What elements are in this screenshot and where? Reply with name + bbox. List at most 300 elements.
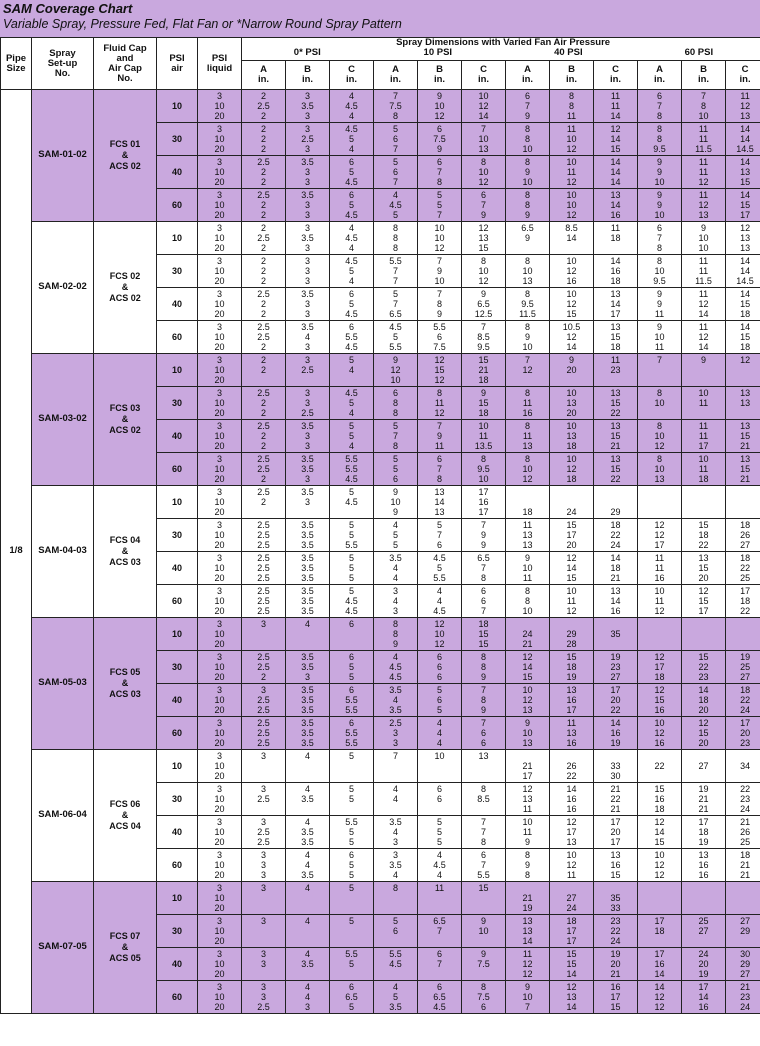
value: 2.5 <box>257 837 270 848</box>
value: 14 <box>740 123 751 134</box>
value: 12 <box>434 639 445 650</box>
value: 2.5 <box>257 529 270 540</box>
value: 14 <box>434 496 445 507</box>
value: 24 <box>610 936 621 947</box>
value: 3 <box>260 783 266 794</box>
value: 15 <box>740 199 751 210</box>
value: 13 <box>610 189 621 200</box>
value: 6 <box>348 849 354 860</box>
value: 13 <box>740 387 751 398</box>
psi-air-cell: 60 <box>157 849 198 882</box>
value: 9 <box>392 639 398 650</box>
value: 18 <box>698 694 709 705</box>
value: 12 <box>566 606 577 617</box>
value: 10 <box>214 166 225 177</box>
value: 21 <box>522 639 533 650</box>
value <box>506 497 549 507</box>
value: 2.5 <box>257 585 270 596</box>
value: 3 <box>216 255 222 266</box>
value: 11 <box>698 166 709 177</box>
value: 7 <box>480 562 486 573</box>
value: 19 <box>566 672 577 683</box>
value: 4 <box>392 826 398 837</box>
value: 29 <box>740 925 751 936</box>
dimension-cell <box>594 519 638 552</box>
dimension-cell <box>638 783 682 816</box>
value: 10 <box>390 496 401 507</box>
value: 4.5 <box>389 958 402 969</box>
dimension-cell <box>462 783 506 816</box>
value: 20 <box>698 738 709 749</box>
value: 7 <box>700 90 706 101</box>
value: 27 <box>698 760 709 771</box>
dimension-cell <box>506 816 550 849</box>
value: 17 <box>654 661 665 672</box>
dimension-cell <box>374 354 418 387</box>
value: 22 <box>698 661 709 672</box>
value: 12 <box>654 606 665 617</box>
value: 14 <box>610 298 621 309</box>
dimension-cell <box>242 519 286 552</box>
value: 10 <box>214 562 225 573</box>
value: 10.5 <box>562 321 581 332</box>
dimension-cell <box>330 453 374 486</box>
psi-liquid-cell <box>198 354 242 387</box>
value: 20 <box>214 969 225 980</box>
value: 5.5 <box>345 738 358 749</box>
dimension-cell <box>418 552 462 585</box>
value: 30 <box>740 948 751 959</box>
psi-liquid-cell <box>198 420 242 453</box>
value: 14 <box>698 684 709 695</box>
dimension-cell <box>550 486 594 519</box>
value <box>286 804 329 814</box>
value: 12 <box>740 100 751 111</box>
value: 6 <box>392 925 398 936</box>
dimension-cell <box>506 453 550 486</box>
value <box>506 243 549 253</box>
value: 4 <box>436 738 442 749</box>
value: 2.5 <box>301 408 314 419</box>
value: 10 <box>478 925 489 936</box>
value: 3.5 <box>389 816 402 827</box>
value: 8 <box>700 100 706 111</box>
value: 13 <box>522 276 533 287</box>
value: 24 <box>740 804 751 815</box>
value: 10 <box>214 859 225 870</box>
dimension-cell <box>286 90 330 123</box>
value: 9 <box>480 387 486 398</box>
value: 5 <box>348 870 354 881</box>
value: 14 <box>610 111 621 122</box>
value: 4 <box>436 585 442 596</box>
value: 26 <box>740 826 751 837</box>
value: 6 <box>480 727 486 738</box>
value: 15 <box>740 331 751 342</box>
value: 17 <box>740 585 751 596</box>
dimension-cell <box>330 948 374 981</box>
dimension-cell <box>594 882 638 915</box>
value: 9 <box>524 232 530 243</box>
value: 12 <box>566 265 577 276</box>
value: 2.5 <box>257 793 270 804</box>
value: 14 <box>478 111 489 122</box>
value <box>462 771 505 781</box>
dimension-cell <box>594 222 638 255</box>
value: 5 <box>348 826 354 837</box>
value: 4 <box>348 441 354 452</box>
value: 10 <box>654 177 665 188</box>
dimension-cell <box>374 486 418 519</box>
dimension-cell <box>638 915 682 948</box>
value: 21 <box>698 804 709 815</box>
dimension-cell <box>242 981 286 1014</box>
col-c-header: C in. <box>594 61 638 90</box>
value: 7 <box>436 166 442 177</box>
value: 2.5 <box>257 540 270 551</box>
psi-air-cell: 60 <box>157 453 198 486</box>
value: 17 <box>610 837 621 848</box>
value: 2 <box>260 255 266 266</box>
value: 8 <box>656 123 662 134</box>
value: 4 <box>436 849 442 860</box>
value: 4 <box>348 276 354 287</box>
value: 20 <box>214 771 225 782</box>
dimension-cell <box>462 387 506 420</box>
value: 18 <box>740 519 751 530</box>
value: 7 <box>436 529 442 540</box>
value: 21 <box>610 573 621 584</box>
value: 13 <box>478 232 489 243</box>
value: 11 <box>522 519 533 530</box>
value: 5.5 <box>477 870 490 881</box>
value: 20 <box>214 441 225 452</box>
value: 10 <box>214 694 225 705</box>
dimension-cell <box>726 354 760 387</box>
dimension-cell <box>506 651 550 684</box>
value: 27 <box>740 915 751 926</box>
value: 18 <box>610 232 621 243</box>
value: 3.5 <box>301 573 314 584</box>
value: 11 <box>522 804 533 815</box>
value: 7 <box>392 276 398 287</box>
value: 4 <box>348 364 354 375</box>
value: 12 <box>522 958 533 969</box>
value: 10 <box>698 387 709 398</box>
value: 10 <box>214 760 225 771</box>
value <box>286 893 329 903</box>
psi-air-cell: 10 <box>157 882 198 915</box>
dimension-cell <box>286 750 330 783</box>
value: 7 <box>480 321 486 332</box>
dimension-cell <box>726 618 760 651</box>
value: 10 <box>214 991 225 1002</box>
dimension-cell <box>242 486 286 519</box>
psi-liquid-cell <box>198 156 242 189</box>
value: 14 <box>610 595 621 606</box>
pressure-group-0: 0* PSI <box>293 47 321 58</box>
value: 4.5 <box>389 321 402 332</box>
value: 11 <box>698 156 709 167</box>
value: 14 <box>610 133 621 144</box>
fluid-air-cap-cell: FCS 03 & ACS 02 <box>94 354 157 486</box>
pipe-size-cell: 1/8 <box>1 90 32 1014</box>
value: 13 <box>610 585 621 596</box>
value <box>682 365 725 375</box>
value: 10 <box>654 210 665 221</box>
value: 18 <box>740 684 751 695</box>
dimension-cell <box>462 354 506 387</box>
value: 4.5 <box>345 342 358 353</box>
value: 6 <box>436 331 442 342</box>
psi-air-cell: 60 <box>157 717 198 750</box>
value: 9 <box>480 210 486 221</box>
value: 8 <box>656 453 662 464</box>
value: 4.5 <box>345 309 358 320</box>
value <box>638 619 681 629</box>
dimension-cell <box>242 849 286 882</box>
value: 10 <box>434 750 445 761</box>
value: 5 <box>392 529 398 540</box>
dimension-cell <box>638 321 682 354</box>
value <box>726 365 760 375</box>
value <box>550 375 593 385</box>
value: 8 <box>480 156 486 167</box>
value: 20 <box>566 540 577 551</box>
value: 12 <box>698 717 709 728</box>
value: 7 <box>436 958 442 969</box>
value: 20 <box>214 276 225 287</box>
value: 8 <box>656 387 662 398</box>
value: 5.5 <box>345 463 358 474</box>
value: 20 <box>214 606 225 617</box>
value: 7 <box>392 90 398 101</box>
value: 2 <box>260 309 266 320</box>
value: 8 <box>392 232 398 243</box>
value: 20 <box>214 573 225 584</box>
dimension-cell <box>418 981 462 1014</box>
dimension-cell <box>462 255 506 288</box>
value: 9 <box>480 540 486 551</box>
value: 6 <box>348 717 354 728</box>
dimension-cell <box>418 849 462 882</box>
value: 9 <box>700 222 706 233</box>
table-row <box>1 618 760 651</box>
value: 12 <box>478 177 489 188</box>
value <box>374 903 417 913</box>
dimension-cell <box>682 189 726 222</box>
dimension-cell <box>330 486 374 519</box>
value: 3.5 <box>301 651 314 662</box>
value: 4 <box>392 562 398 573</box>
value: 11 <box>698 123 709 134</box>
value: 16 <box>654 573 665 584</box>
value: 4 <box>304 750 310 761</box>
value: 5 <box>348 585 354 596</box>
dimension-cell <box>726 816 760 849</box>
value: 10 <box>214 826 225 837</box>
value: 9 <box>524 111 530 122</box>
psi-air-cell: 40 <box>157 816 198 849</box>
col-c-header: C in. <box>462 61 506 90</box>
value: 20 <box>740 727 751 738</box>
value: 3 <box>392 837 398 848</box>
value: 4 <box>304 783 310 794</box>
value: 17 <box>566 826 577 837</box>
dimension-cell <box>506 354 550 387</box>
value: 20 <box>214 111 225 122</box>
value: 4 <box>392 595 398 606</box>
dimension-cell <box>462 684 506 717</box>
dimension-cell <box>594 585 638 618</box>
value: 4.5 <box>345 232 358 243</box>
value: 6 <box>480 585 486 596</box>
value: 21 <box>478 364 489 375</box>
value: 15 <box>522 672 533 683</box>
value: 3.5 <box>301 606 314 617</box>
col-a-header: A in. <box>638 61 682 90</box>
value <box>638 751 681 761</box>
dimension-cell <box>330 222 374 255</box>
value <box>374 761 417 771</box>
value: 6 <box>348 321 354 332</box>
dimension-cell <box>638 420 682 453</box>
value: 3.5 <box>301 694 314 705</box>
dimension-cell <box>594 684 638 717</box>
dimension-cell <box>638 618 682 651</box>
value: 10 <box>566 585 577 596</box>
value: 13 <box>698 849 709 860</box>
value: 17 <box>698 606 709 617</box>
value: 8 <box>480 453 486 464</box>
dimension-cell <box>506 255 550 288</box>
value: 14.5 <box>736 144 754 155</box>
value: 12 <box>654 816 665 827</box>
spray-setup-cell: SAM-01-02 <box>32 90 94 222</box>
dimension-cell <box>374 519 418 552</box>
value <box>550 497 593 507</box>
value: 5 <box>348 199 354 210</box>
value: 3 <box>304 354 310 365</box>
value: 3 <box>304 342 310 353</box>
table-row <box>1 486 760 519</box>
value: 9 <box>656 189 662 200</box>
dimension-cell <box>550 90 594 123</box>
value: 14 <box>566 232 577 243</box>
value: 15 <box>698 595 709 606</box>
dimension-cell <box>594 915 638 948</box>
dimension-cell <box>462 915 506 948</box>
value: 8 <box>392 628 398 639</box>
dimension-cell <box>594 189 638 222</box>
spray-setup-cell: SAM-04-03 <box>32 486 94 618</box>
value <box>462 804 505 814</box>
value: 17 <box>566 925 577 936</box>
value: 7 <box>524 354 530 365</box>
value <box>638 771 681 781</box>
value: 3 <box>304 199 310 210</box>
dimension-cell <box>242 783 286 816</box>
value: 14 <box>740 321 751 332</box>
value: 11 <box>522 430 533 441</box>
dimension-cell <box>550 585 594 618</box>
value: 12 <box>698 331 709 342</box>
dimension-cell <box>594 420 638 453</box>
dimension-cell <box>682 816 726 849</box>
value: 7.5 <box>477 958 490 969</box>
value: 6 <box>348 651 354 662</box>
value: 15 <box>654 837 665 848</box>
psi-air-cell: 10 <box>157 486 198 519</box>
dimension-cell <box>682 156 726 189</box>
psi-air-cell: 30 <box>157 915 198 948</box>
value: 4.5 <box>433 859 446 870</box>
value: 6 <box>656 90 662 101</box>
value: 10 <box>214 727 225 738</box>
value: 4 <box>392 981 398 992</box>
value <box>462 761 505 771</box>
value: 18 <box>610 562 621 573</box>
value <box>682 629 725 639</box>
value: 10 <box>566 189 577 200</box>
value: 17 <box>654 915 665 926</box>
psi-liquid-cell <box>198 882 242 915</box>
value <box>462 936 505 946</box>
value: 3 <box>216 90 222 101</box>
psi-liquid-cell <box>198 552 242 585</box>
psi-liquid-cell <box>198 651 242 684</box>
dimension-cell <box>594 321 638 354</box>
value: 7 <box>436 255 442 266</box>
value: 14 <box>610 717 621 728</box>
dimension-cell <box>418 519 462 552</box>
value: 8 <box>524 189 530 200</box>
value: 6 <box>656 222 662 233</box>
value: 3.5 <box>301 540 314 551</box>
dimension-cell <box>286 354 330 387</box>
dimension-cell <box>726 453 760 486</box>
value: 14 <box>698 991 709 1002</box>
value: 10 <box>566 387 577 398</box>
value: 2.5 <box>257 453 270 464</box>
value: 19 <box>610 948 621 959</box>
value: 12 <box>522 474 533 485</box>
dimension-cell <box>330 585 374 618</box>
dimension-cell <box>726 519 760 552</box>
dimension-cell <box>682 123 726 156</box>
col-b-header: B in. <box>550 61 594 90</box>
dimension-cell <box>330 90 374 123</box>
dimension-cell <box>374 585 418 618</box>
value <box>242 771 285 781</box>
value: 4 <box>392 783 398 794</box>
value: 14 <box>740 189 751 200</box>
value: 25 <box>740 661 751 672</box>
dimension-cell <box>286 651 330 684</box>
dimension-cell <box>242 387 286 420</box>
value: 15 <box>740 430 751 441</box>
value: 14 <box>610 199 621 210</box>
value: 8 <box>480 837 486 848</box>
value: 3.5 <box>389 705 402 716</box>
value: 5 <box>348 562 354 573</box>
value: 2.5 <box>257 331 270 342</box>
value: 18 <box>740 309 751 320</box>
value: 3 <box>260 816 266 827</box>
value: 3 <box>304 672 310 683</box>
dimension-cell <box>462 156 506 189</box>
value: 6 <box>392 474 398 485</box>
